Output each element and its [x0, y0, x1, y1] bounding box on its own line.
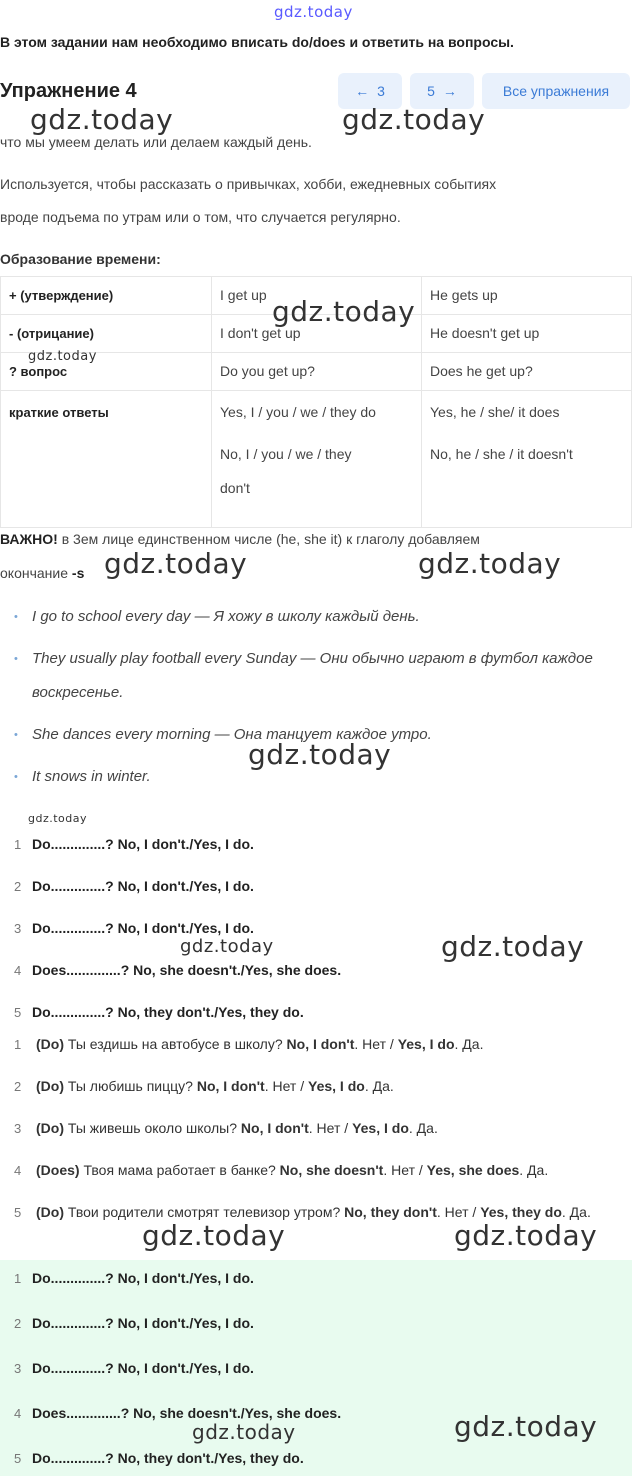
question-item: 4 Does..............? No, she doesn't./Yes, she does.	[14, 962, 342, 978]
next-exercise-label: 5	[427, 83, 435, 99]
important-label: ВАЖНО!	[0, 531, 58, 547]
answer-item: 5 (Do) Твои родители смотрят телевизор утром? No, they don't. Нет / Yes, they do. Да.	[14, 1204, 591, 1220]
watermark: gdz.today	[30, 103, 174, 136]
watermark: gdz.today	[441, 930, 585, 963]
short-answer-no-1b: don't	[220, 480, 250, 496]
examples-list	[14, 600, 614, 802]
formation-subtitle: Образование времени:	[0, 251, 161, 267]
question-item: 1 Do..............? No, I don't./Yes, I do.	[14, 836, 254, 852]
table-cell: He doesn't get up	[422, 315, 632, 353]
short-answer-yes-2: Yes, he / she/ it does	[430, 404, 560, 420]
table-cell	[422, 391, 632, 528]
question-item: 2 Do..............? No, I don't./Yes, I do.	[14, 878, 254, 894]
watermark: gdz.today	[192, 1420, 296, 1444]
watermark: gdz.today	[454, 1410, 598, 1443]
all-exercises-label: Все упражнения	[502, 83, 610, 99]
important-suffix: -s	[71, 565, 85, 581]
question-item: 1 Do..............? No, I don't./Yes, I do.	[14, 1270, 254, 1286]
question-item: 4 Does..............? No, she doesn't./Yes, she does.	[14, 1405, 342, 1421]
answer-item: 2 (Do) Ты любишь пиццу? No, I don't. Нет / Yes, I do. Да.	[14, 1078, 394, 1094]
list-item: • She dances every morning — Она танцует каждое утро.	[14, 718, 614, 752]
theory-paragraph-2b: вроде подъема по утрам или о том, что случается регулярно.	[0, 209, 401, 225]
question-item: 3 Do..............? No, I don't./Yes, I do.	[14, 1360, 254, 1376]
watermark: gdz.today	[418, 547, 562, 580]
list-item: • I go to school every day — Я хожу в школу каждый день.	[14, 600, 614, 634]
question-item: 2 Do..............? No, I don't./Yes, I do.	[14, 1315, 254, 1331]
all-exercises-button[interactable]	[482, 73, 630, 109]
table-cell	[212, 391, 422, 528]
table-cell: Does he get up?	[422, 353, 632, 391]
watermark: gdz.today	[28, 349, 97, 364]
table-cell: - (отрицание)	[1, 315, 212, 353]
short-answer-no-2: No, he / she / it doesn't	[430, 446, 573, 462]
table-cell: + (утверждение)	[1, 277, 212, 315]
watermark: gdz.today	[142, 1219, 286, 1252]
list-item: • They usually play football every Sunday — Они обычно играют в футбол каждое воскресенье.	[14, 642, 614, 710]
table-cell: краткие ответы	[1, 391, 212, 528]
table-row	[1, 391, 632, 528]
short-answer-no-1a: No, I / you / we / they	[220, 446, 352, 462]
watermark-top: gdz.today	[274, 3, 353, 21]
watermark: gdz.today	[180, 936, 274, 957]
question-item: 5 Do..............? No, they don't./Yes, they do.	[14, 1004, 304, 1020]
question-item: 5 Do..............? No, they don't./Yes, they do.	[14, 1450, 304, 1466]
table-cell: I don't get up	[212, 315, 422, 353]
theory-paragraph-2a: Используется, чтобы рассказать о привычках, хобби, ежедневных событиях	[0, 176, 497, 192]
important-text-2: окончание	[0, 565, 72, 581]
watermark: gdz.today	[248, 738, 392, 771]
prev-exercise-label: 3	[377, 83, 385, 99]
arrow-right-icon: →	[442, 83, 457, 99]
intro-text: В этом задании нам необходимо вписать do/does и ответить на вопросы.	[0, 34, 514, 50]
theory-paragraph-1: что мы умеем делать или делаем каждый день.	[0, 134, 312, 150]
table-cell: Do you get up?	[212, 353, 422, 391]
watermark: gdz.today	[28, 812, 88, 825]
arrow-left-icon: ←	[355, 83, 370, 99]
table-cell: ? вопрос	[1, 353, 212, 391]
list-item: • It snows in winter.	[14, 760, 614, 794]
short-answer-yes-1: Yes, I / you / we / they do	[220, 404, 376, 420]
watermark: gdz.today	[342, 103, 486, 136]
watermark: gdz.today	[454, 1219, 598, 1252]
important-text: в 3ем лице единственном числе (he, she it) к глаголу добавляем	[57, 531, 480, 547]
page-title: Упражнение 4	[0, 80, 137, 102]
answer-item: 3 (Do) Ты живешь около школы? No, I don't. Нет / Yes, I do. Да.	[14, 1120, 438, 1136]
watermark: gdz.today	[104, 547, 248, 580]
table-cell: He gets up	[422, 277, 632, 315]
answer-item: 1 (Do) Ты ездишь на автобусе в школу? No, I don't. Нет / Yes, I do. Да.	[14, 1036, 484, 1052]
answer-item: 4 (Does) Твоя мама работает в банке? No, she doesn't. Нет / Yes, she does. Да.	[14, 1162, 549, 1178]
watermark: gdz.today	[272, 295, 416, 328]
question-item: 3 Do..............? No, I don't./Yes, I do.	[14, 920, 254, 936]
table-cell: I get up	[212, 277, 422, 315]
